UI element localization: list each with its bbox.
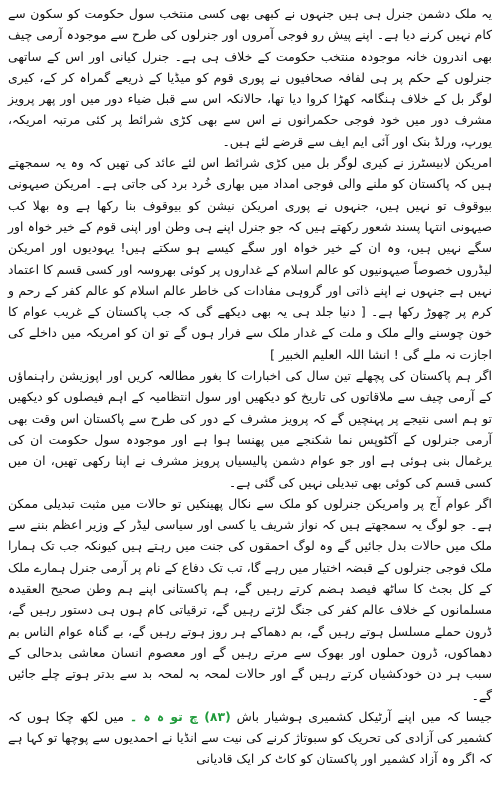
paragraph-army-generals: یہ ملک دشمن جنرل ہی ہیں جنہوں نے کبھی بھی کسی منتخب سول حکومت کو سکون سے کام نہیں کرنے دیا ہے۔ اپنے پیش رو فوجی آمروں اور جنرلوں کی طرح سے موجودہ آرمی چیف بھی اندرون خانہ موجودہ منتخب حکومت کے خلاف ہی ہے۔ جنرل کیانی اور اس کے ساتھی جنرلوں کے حکم پر ہی لفافہ صحافیوں نے پوری قوم کو میڈیا کے ذریعے گمراہ کر کے، کیری لوگر بل کے خلاف ہنگامہ کھڑا کروا دیا تھا، حالانکہ اس سے قبل ضیاء دور میں اور پھر پرویز مشرف دور میں خود فوجی حکمرانوں نے اس سے بھی کڑی شرائط پر کئی مرتبہ امریکہ، یورپ، ورلڈ بنک اور آئی ایم ایف سے قرضے لئے ہیں۔: [8, 6, 492, 149]
paragraph-kerry-lugar-bill: امریکن لابیسٹرز نے کیری لوگر بل میں کڑی شرائط اس لئے عائد کی تھیں کہ وہ یہ سمجھتے ہیں کہ پاکستان کو ملنے والی فوجی امداد میں بھاری خُرد برد کی جاتی ہے۔ امریکن صیہونی بیوقوف تو نہیں ہیں، جنہوں نے پوری امریکن نیشن کو بیوقوف بنا رکھا ہے وہ بھلا کب صیہونی انتہا پسند شعور رکھتے ہیں کہ جو جنرل اپنے ہی وطن اور اپنی قوم کے خیر خواہ اور سگے نہیں ہیں، وہ ان کے خیر خواہ اور سگے کیسے ہو سکتے ہیں! یہودیوں اور امریکن لیڈروں خصوصاً صیہونیوں کو عالم اسلام کے غداروں پر کوئی بھروسہ اور کسی قسم کا اعتماد نہیں ہے جنہوں نے اپنے ذاتی اور گروہی مفادات کی خاطر عالم اسلام کو عالم کفر کے رحم و کرم پر چھوڑ رکھا ہے۔ [ دنیا جلد ہی یہ بھی دیکھے گی کہ جب پاکستان کے غریب عوام کا خون چوسنے والے ملک و ملت کے غدار ملک سے فرار ہوں گے تو ان کو امریکہ میں داخلے کی اجازت نہ ملے گی ! انشا اللہ العلیم الخبیر ]: [8, 155, 492, 362]
kashmir-text-after: میں لکھ چکا ہوں کہ کشمیر کی آزادی کی تحریک کو سبوتاژ کرنے کی نیت سے انڈیا نے احمدیوں سے پوچھا تو کہا ہے کہ اگر وہ آزاد کشمیر اور پاکستان کو کاٹ کر ایک قادیانی: [8, 708, 492, 767]
paragraph-kashmir: [8, 706, 492, 770]
kashmir-text-before: جیسا کہ میں اپنے آرٹیکل کشمیری ہوشیار باش: [236, 708, 492, 724]
paragraph-newspaper-study: اگر ہم پاکستان کی پچھلے تین سال کی اخبارات کا بغور مطالعہ کریں اور اپوزیشن راہنماؤں کے آرمی چیف سے ملاقاتوں کی تاریخ کو دیکھیں اور سول انتظامیہ کے اہم فیصلوں کو دیکھیں تو ہم اسی نتیجے پر پہنچیں گے کہ پرویز مشرف کے دور کی طرح سے پاکستان اس وقت بھی آرمی جنرلوں کے آکٹوپس نما شکنجے میں پھنسا ہوا ہے اور موجودہ سول حکومت ان کی یرغمال بنی ہوئی ہے اور جو عوام دشمن پالیسیاں پرویز مشرف نے اپنا رکھی تھیں، ان میں کسی قسم کی کوئی بھی تبدیلی نہیں کی گئی ہے۔: [8, 368, 492, 490]
paragraph-change-possible: اگر عوام آج پر وامریکن جنرلوں کو ملک سے نکال پھینکیں تو حالات میں مثبت تبدیلی ممکن ہے۔ جو لوگ یہ سمجھتے ہیں کہ نواز شریف یا کسی اور سیاسی لیڈر کے وزیر اعظم بننے سے ملک میں حالات بدل جائیں گے وہ لوگ احمقوں کی جنت میں رہتے ہیں کیونکہ جب تک ہمارا ملک فوجی جنرلوں کے قبضہ اختیار میں رہے گا، تب تک دفاع کے نام پر آرمی جنرل ہمارے ملک کے کل بجٹ کا ساٹھ فیصد ہضم کرتے رہیں گے، ہم پاکستانی اپنے ہم وطن صحیح العقیدہ مسلمانوں کے خلاف عالم کفر کی جنگ لڑتے رہیں گے، ترقیاتی کام ہوں ہی دستور رہیں گے، ڈرون حملے مسلسل ہوتے رہیں گے، بم دھماکے ہر روز ہوتے رہیں گے، بے گناہ عوام الناس بم دھماکوں، ڈرون حملوں اور بھوک سے مرتے رہیں گے اور معصوم انسان معاشی بدحالی کے سبب ہر دن خودکشیاں کرتے رہیں گے اور حالات لمحہ بہ لمحہ بد سے بدتر ہوتے چلے جائیں گے۔: [8, 495, 492, 703]
article-reference-link[interactable]: (۸۳) چ تو ہ ہ ۔: [129, 708, 231, 724]
